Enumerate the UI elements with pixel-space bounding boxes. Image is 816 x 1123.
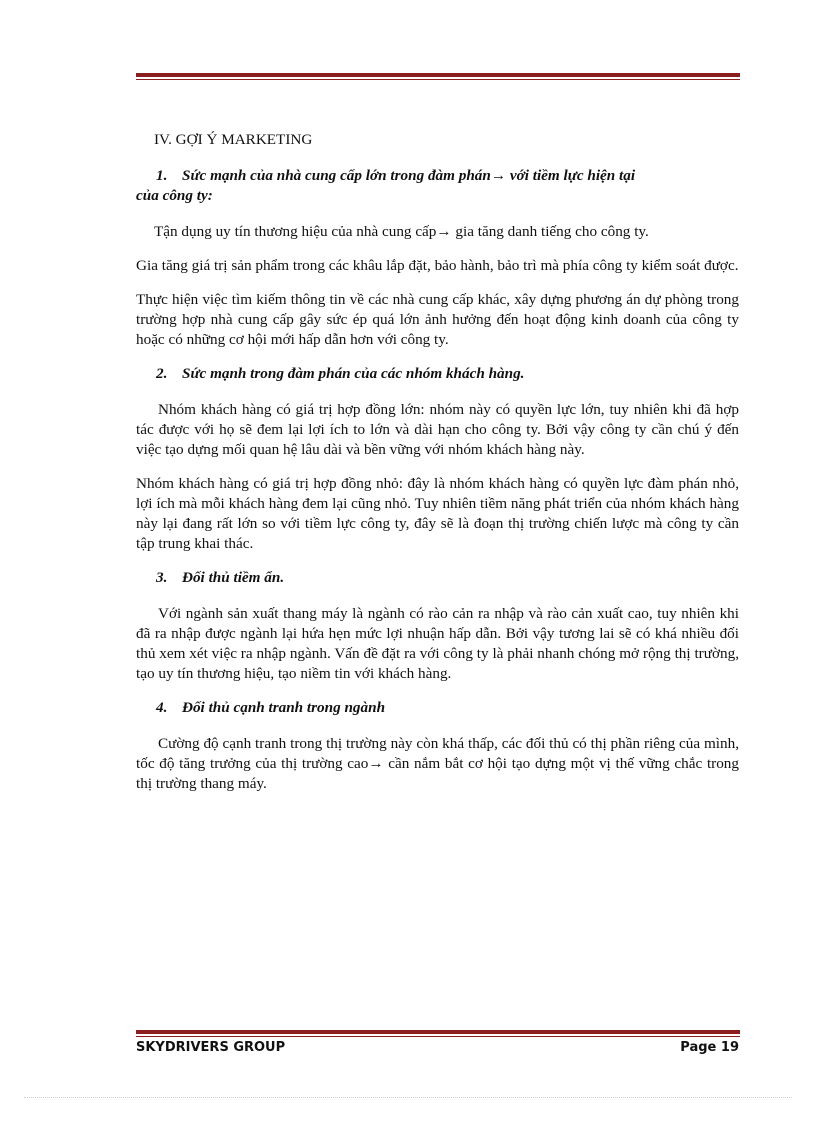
heading-text: Sức mạnh của nhà cung cấp lớn trong đàm phán→ với tiềm lực hiện tại xyxy=(182,167,636,184)
paragraph: Nhóm khách hàng có giá trị hợp đồng nhỏ: đây là nhóm khách hàng có quyền lực đàm phán nhỏ, lợi ích mà mỗi khách hàng đem lại cũng nhỏ. Tuy nhiên tiềm năng phát triển của nhóm khách hàng này lại đang rất lớn so với tiềm lực công ty, đây sẽ là đoạn thị trường chiến lược mà công ty cần tập trung khai thác. xyxy=(136,475,739,552)
heading-text: Đối thủ cạnh tranh trong ngành xyxy=(182,699,386,716)
heading-3 xyxy=(136,568,739,588)
page-content xyxy=(136,130,739,808)
paragraph: Nhóm khách hàng có giá trị hợp đồng lớn: nhóm này có quyền lực lớn, tuy nhiên khi đã hợp tác được với họ sẽ đem lại lợi ích to lớn và dài hạn cho công ty. Bởi vậy công ty cần chú ý đến việc tạo dựng mối quan hệ lâu dài và bền vững với nhóm khách hàng này. xyxy=(136,401,739,458)
footer-rule xyxy=(136,1030,740,1037)
section-title: IV. GỢI Ý MARKETING xyxy=(154,131,313,148)
paragraph: Tận dụng uy tín thương hiệu của nhà cung cấp→ gia tăng danh tiếng cho công ty. xyxy=(154,223,649,240)
heading-2 xyxy=(136,364,739,384)
footer-company: SKYDRIVERS GROUP xyxy=(136,1040,286,1055)
page-number: Page 19 xyxy=(680,1040,739,1055)
heading-number: 2. xyxy=(156,365,168,382)
paragraph: Thực hiện việc tìm kiếm thông tin về các nhà cung cấp khác, xây dựng phương án dự phòng trong trường hợp nhà cung cấp gây sức ép quá lớn ảnh hưởng đến hoạt động kinh doanh của công ty hoặc có những cơ hội mới hấp dẫn hơn với công ty. xyxy=(136,291,739,348)
heading-number: 4. xyxy=(156,699,168,716)
heading-text: Sức mạnh trong đàm phán của các nhóm khách hàng. xyxy=(182,365,525,382)
heading-text: Đối thủ tiềm ẩn. xyxy=(182,569,285,586)
heading-number: 3. xyxy=(156,569,168,586)
header-rule xyxy=(136,73,740,80)
heading-4 xyxy=(136,698,739,718)
page-boundary xyxy=(24,1097,792,1098)
paragraph: Cường độ cạnh tranh trong thị trường này còn khá thấp, các đối thủ có thị phần riêng của mình, tốc độ tăng trưởng của thị trường cao→ cần nắm bắt cơ hội tạo dựng một vị thế vững chắc trong thị trường thang máy. xyxy=(136,735,739,792)
heading-text-cont: của công ty: xyxy=(136,187,213,204)
paragraph: Gia tăng giá trị sản phẩm trong các khâu lắp đặt, bảo hành, bảo trì mà phía công ty kiểm soát được. xyxy=(136,257,739,274)
paragraph: Với ngành sản xuất thang máy là ngành có rào cản ra nhập và rào cản xuất cao, tuy nhiên khi đã ra nhập được ngành lại hứa hẹn mức lợi nhuận hấp dẫn. Bởi vậy tương lai sẽ có khá nhiều đối thủ xem xét việc ra nhập ngành. Vấn đề đặt ra với công ty là phải nhanh chóng mở rộng thị trường, tạo uy tín thương hiệu, tạo niềm tin với khách hàng. xyxy=(136,605,739,682)
heading-1 xyxy=(136,166,739,206)
heading-number: 1. xyxy=(156,167,168,184)
